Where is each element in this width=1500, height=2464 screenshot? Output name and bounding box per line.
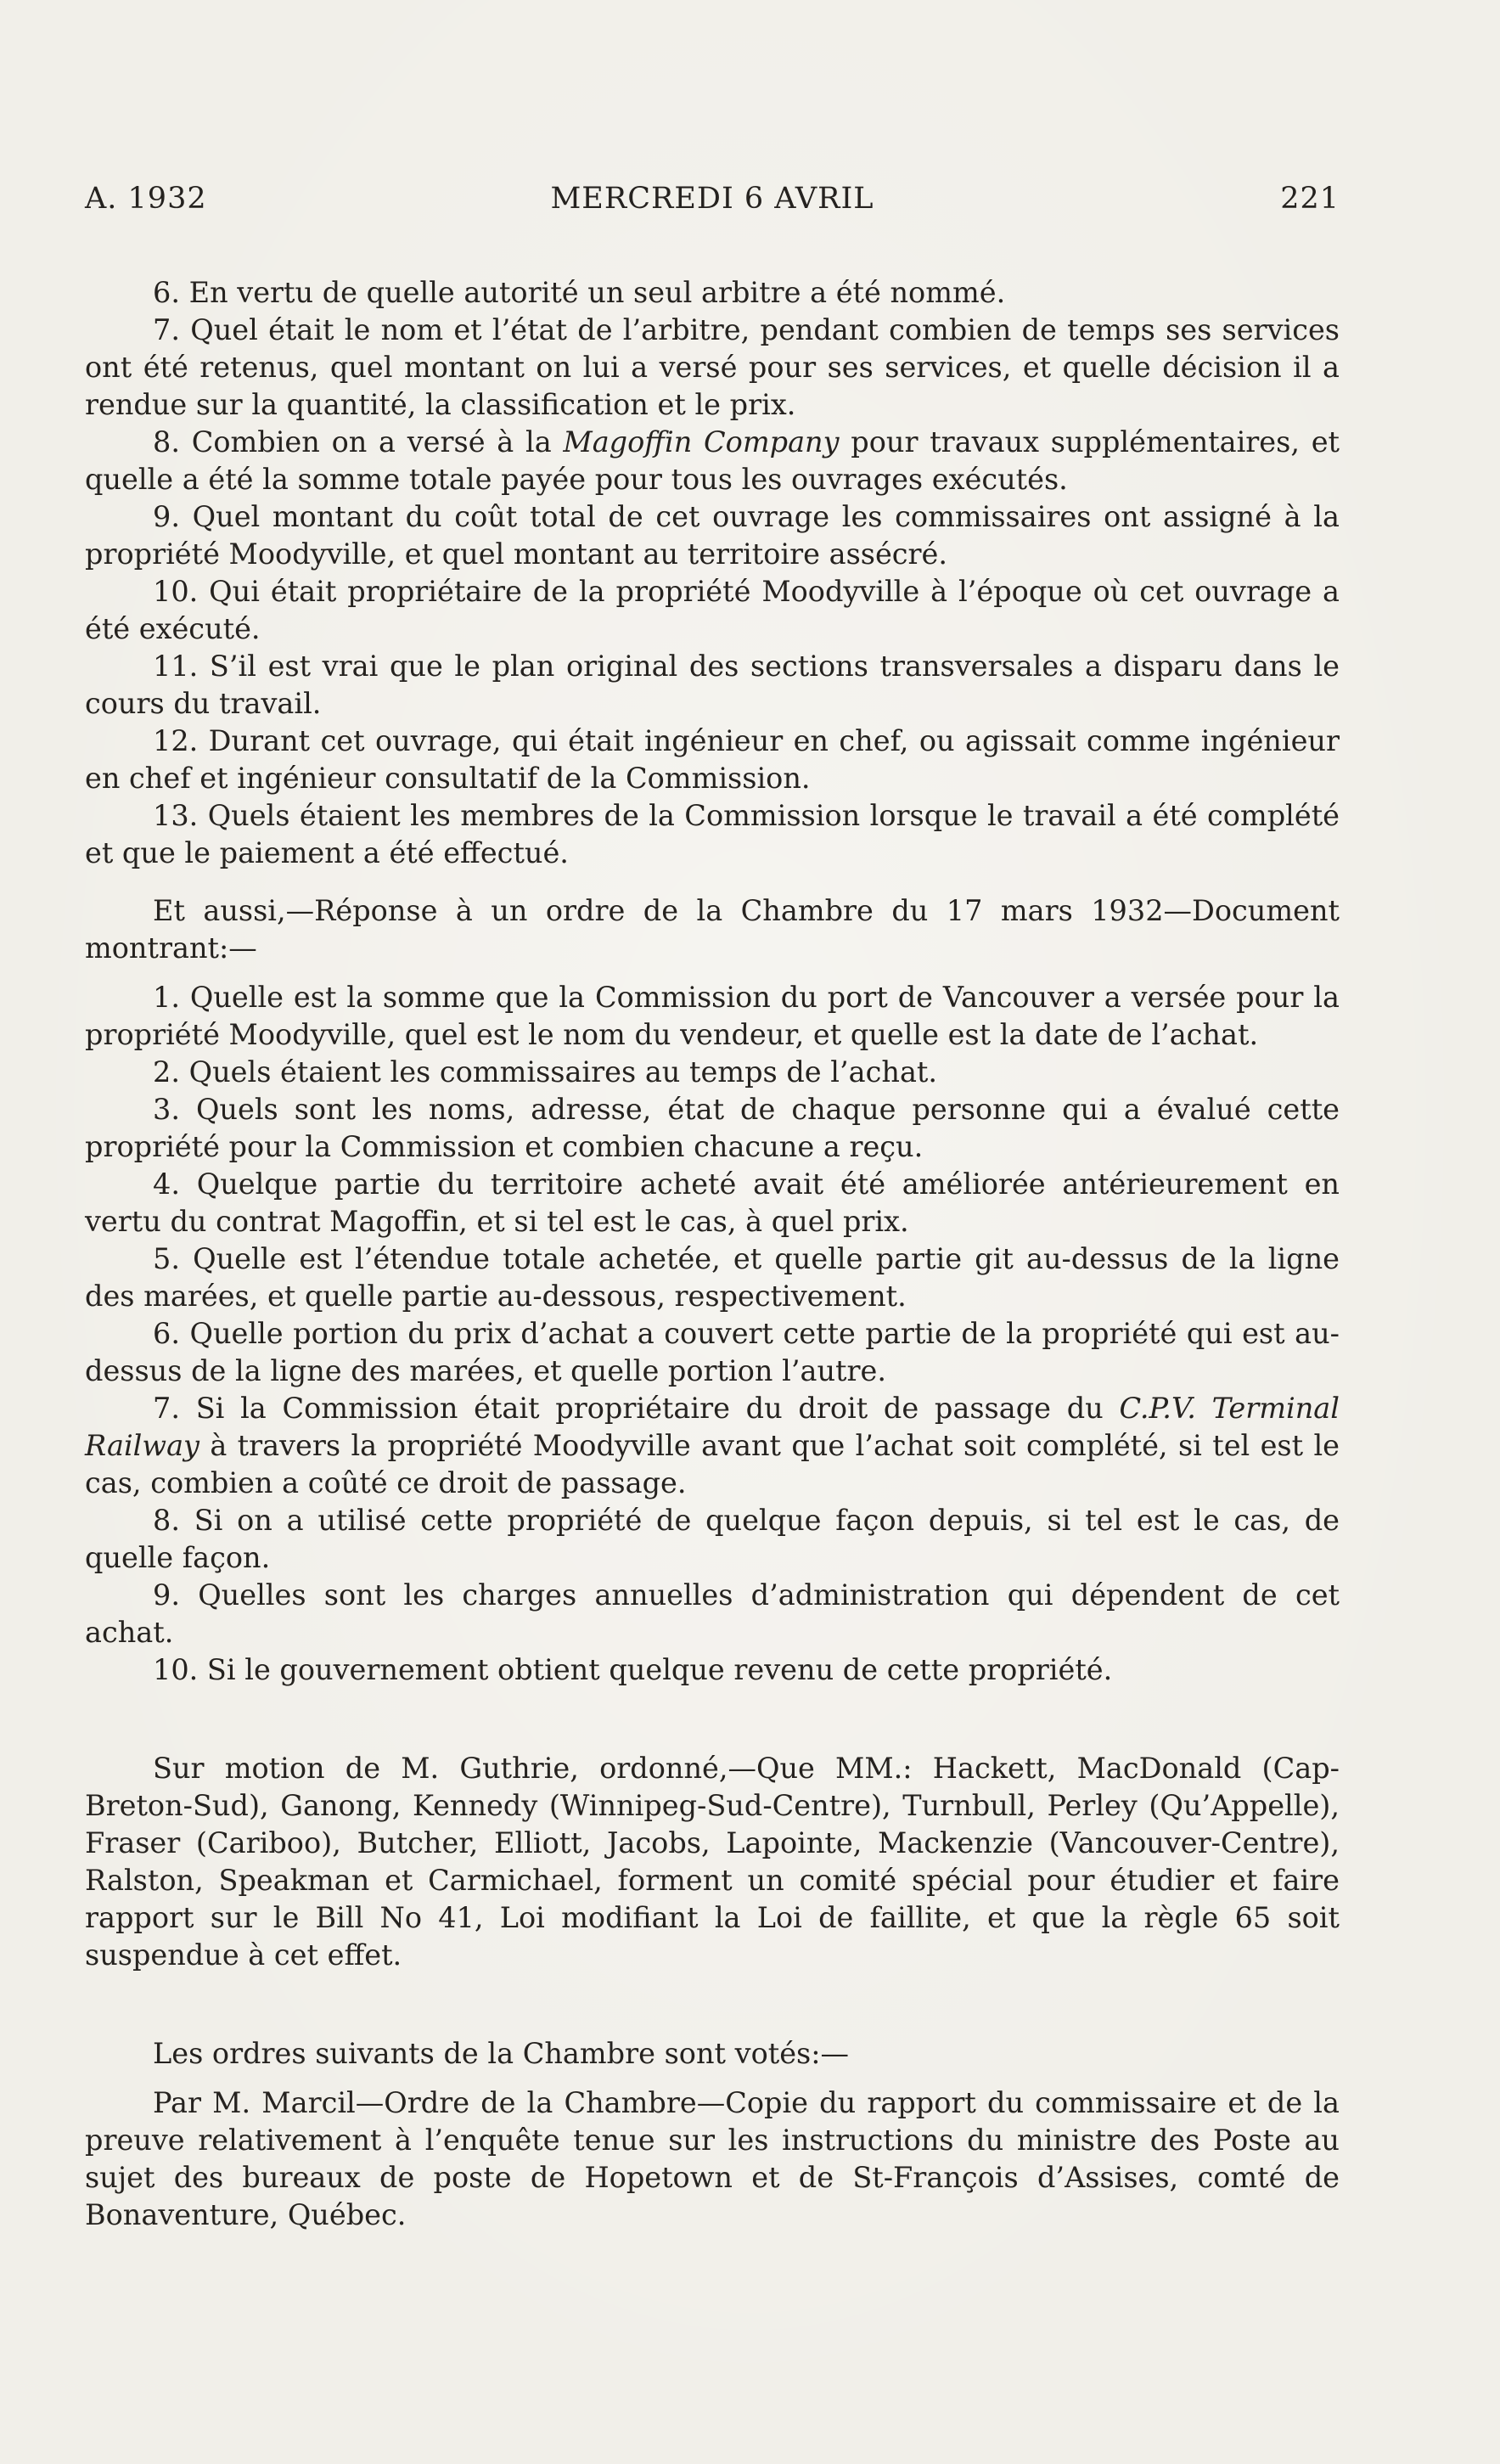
question-8 xyxy=(85,424,1340,498)
second-question-7-text-before: 7. Si la Commission était propriétaire du droit de passage du xyxy=(153,1392,1120,1425)
second-document-intro: Et aussi,—Réponse à un ordre de la Chambre du 17 mars 1932—Document montrant:— xyxy=(85,894,1340,965)
second-question-3: 3. Quels sont les noms, adresse, état de chaque personne qui a évalué cette propriété pour la Commission et combien chacune a reçu. xyxy=(85,1093,1340,1163)
second-question-10: 10. Si le gouvernement obtient quelque revenu de cette propriété. xyxy=(153,1653,1113,1686)
orders-intro: Les ordres suivants de la Chambre sont votés:— xyxy=(153,2037,850,2070)
motion-paragraph: Sur motion de M. Guthrie, ordonné,—Que MM.: Hackett, MacDonald (Cap-Breton-Sud), Ganong, Kennedy (Winnipeg-Sud-Centre), Turnbull, Perley (Qu’Appelle), Fraser (Cariboo), Butcher, Elliott, Jacobs, Lapointe, Mackenzie (Vancouver-Centre), Ralston, Speakman et Carmichael, forment un comité spécial pour étudier et faire rapport sur le Bill No 41, Loi modifiant la Loi de faillite, et que la règle 65 soit suspendue à cet effet. xyxy=(85,1752,1340,1972)
header-date: MERCREDI 6 AVRIL xyxy=(550,182,874,216)
second-question-2: 2. Quels étaient les commissaires au temps de l’achat. xyxy=(153,1055,938,1089)
second-question-5: 5. Quelle est l’étendue totale achetée, et quelle partie git au-dessus de la ligne des marées, et quelle partie au-dessous, respectivement. xyxy=(85,1242,1340,1313)
second-question-9: 9. Quelles sont les charges annuelles d’administration qui dépendent de cet achat. xyxy=(85,1578,1340,1649)
question-12: 12. Durant cet ouvrage, qui était ingénieur en chef, ou agissait comme ingénieur en chef et ingénieur consultatif de la Commission. xyxy=(85,724,1340,795)
second-question-4: 4. Quelque partie du territoire acheté avait été améliorée antérieurement en vertu du contrat Magoffin, et si tel est le cas, à quel prix. xyxy=(85,1167,1340,1238)
question-9: 9. Quel montant du coût total de cet ouvrage les commissaires ont assigné à la propriété Moodyville, et quel montant au territoire assécré. xyxy=(85,500,1340,571)
second-question-1: 1. Quelle est la somme que la Commission du port de Vancouver a versée pour la propriété Moodyville, quel est le nom du vendeur, et quelle est la date de l’achat. xyxy=(85,981,1340,1051)
page-body xyxy=(85,274,1340,2234)
question-6: 6. En vertu de quelle autorité un seul arbitre a été nommé. xyxy=(153,276,1006,309)
header-page-number: 221 xyxy=(1280,182,1340,216)
question-8-company-name: Magoffin Company xyxy=(563,425,840,458)
question-8-text-before: 8. Combien on a versé à la xyxy=(153,425,564,458)
question-7: 7. Quel était le nom et l’état de l’arbitre, pendant combien de temps ses services ont été retenus, quel montant on lui a versé pour ses services, et quelle décision il a rendue sur la quantité, la classification et le prix. xyxy=(85,313,1340,421)
question-13: 13. Quels étaient les membres de la Commission lorsque le travail a été complété et que le paiement a été effectué. xyxy=(85,799,1340,869)
second-question-6: 6. Quelle portion du prix d’achat a couvert cette partie de la propriété qui est au-dessus de la ligne des marées, et quelle portion l’autre. xyxy=(85,1317,1340,1387)
question-11: 11. S’il est vrai que le plan original des sections transversales a disparu dans le cours du travail. xyxy=(85,650,1340,720)
question-10: 10. Qui était propriétaire de la propriété Moodyville à l’époque où cet ouvrage a été exécuté. xyxy=(85,575,1340,645)
order-marcil: Par M. Marcil—Ordre de la Chambre—Copie du rapport du commissaire et de la preuve relativement à l’enquête tenue sur les instructions du ministre des Poste au sujet des bureaux de poste de Hopetown et de St-François d’Assises, comté de Bonaventure, Québec. xyxy=(85,2086,1340,2231)
second-question-8: 8. Si on a utilisé cette propriété de quelque façon depuis, si tel est le cas, de quelle façon. xyxy=(85,1504,1340,1574)
header-year: A. 1932 xyxy=(85,182,207,216)
second-question-7 xyxy=(85,1390,1340,1502)
second-question-7-text-after: à travers la propriété Moodyville avant que l’achat soit complété, si tel est le cas, combien a coûté ce droit de passage. xyxy=(85,1429,1340,1499)
second-question-7-railway-name: C.P.V. Terminal Railway xyxy=(85,1392,1340,1462)
question-8-text-after: pour travaux supplémentaires, et quelle a été la somme totale payée pour tous les ouvrages exécutés. xyxy=(85,425,1340,496)
page-header xyxy=(85,182,1340,224)
